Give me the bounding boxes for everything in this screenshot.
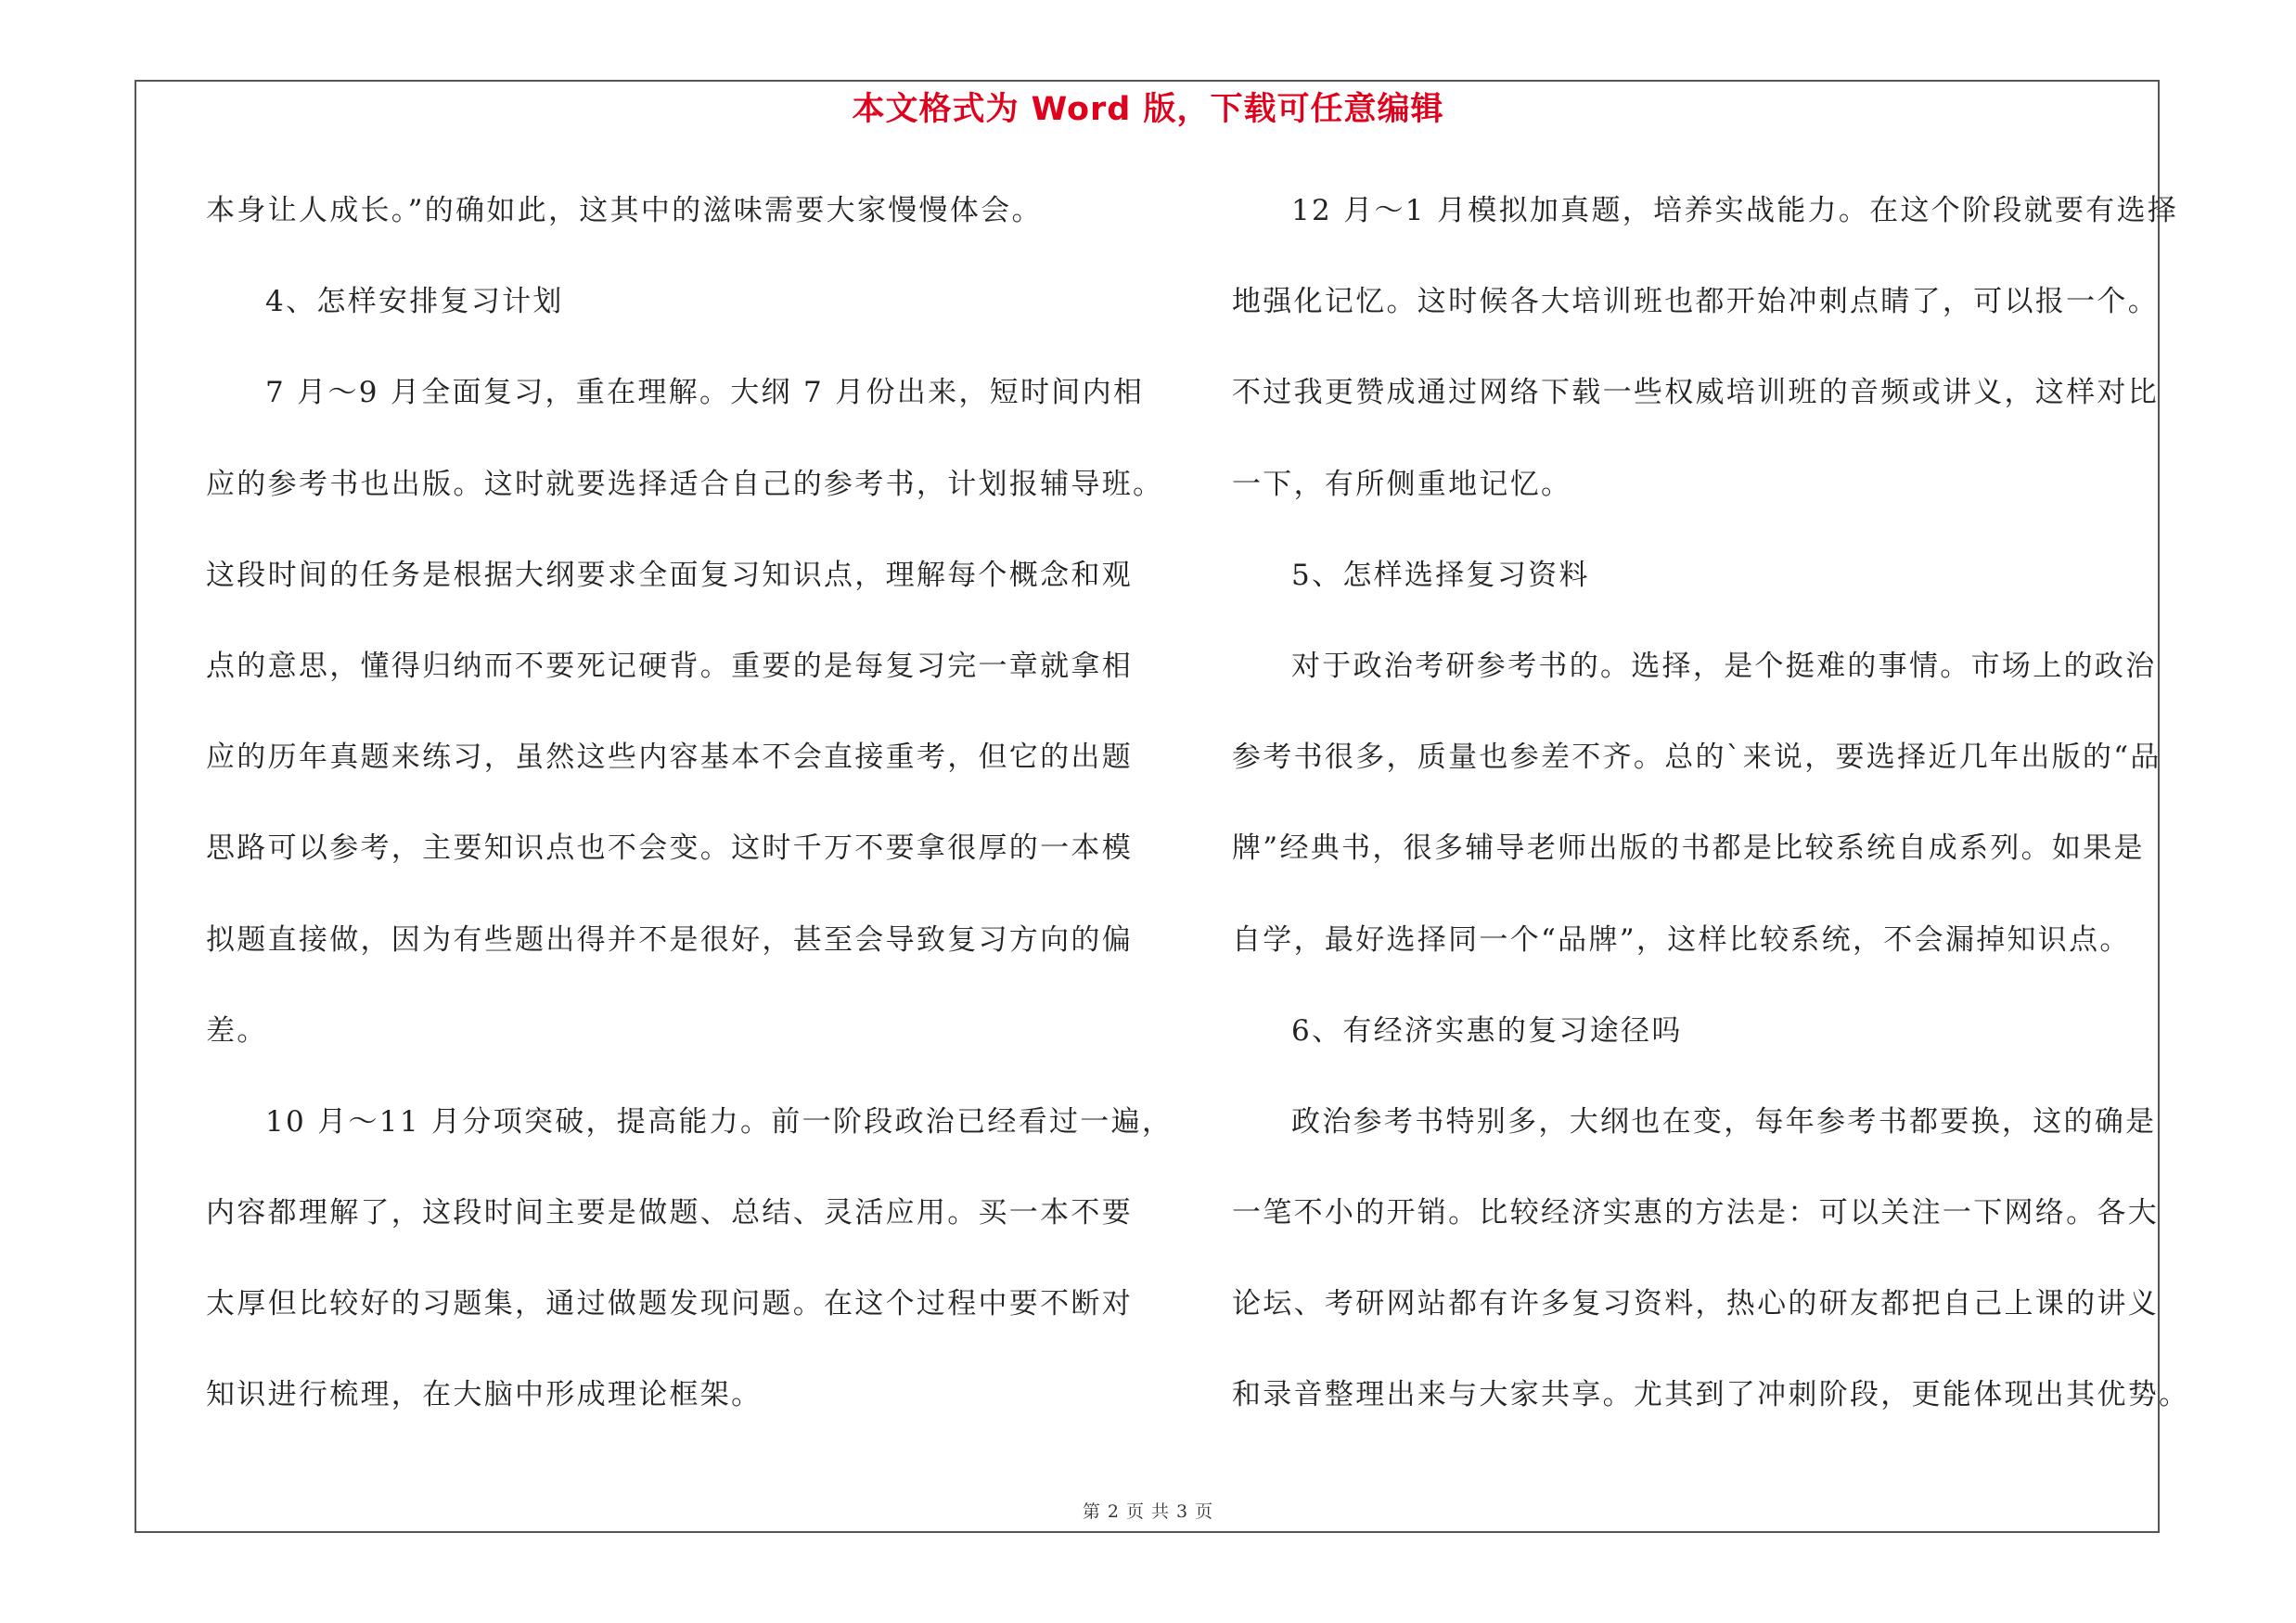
- text-line: 7 月～9 月全面复习，重在理解。大纲 7 月份出来，短时间内相: [265, 376, 1145, 410]
- text-line: 差。: [206, 1013, 268, 1048]
- left-text-column: [206, 176, 1174, 1452]
- text-line: 点的意思，懂得归纳而不要死记硬背。重要的是每复习完一章就拿相: [206, 649, 1133, 683]
- text-line: 参考书很多，质量也参差不齐。总的`来说，要选择近几年出版的“品: [1232, 741, 2161, 775]
- text-line: 对于政治考研参考书的。选择，是个挺难的事情。市场上的政治: [1291, 649, 2157, 683]
- text-line: 12 月～1 月模拟加真题，培养实战能力。在这个阶段就要有选择: [1291, 194, 2179, 227]
- text-line: 应的参考书也出版。这时就要选择适合自己的参考书，计划报辅导班。: [206, 467, 1164, 501]
- page-number-footer: 第 2 页 共 3 页: [1082, 1501, 1214, 1522]
- text-line: 应的历年真题来练习，虽然这些内容基本不会直接重考，但它的出题: [206, 741, 1133, 775]
- text-line: 自学，最好选择同一个“品牌”，这样比较系统，不会漏掉知识点。: [1232, 922, 2131, 957]
- text-line: 6、有经济实惠的复习途径吗: [1291, 1013, 1683, 1048]
- text-line: 5、怎样选择复习资料: [1291, 558, 1590, 592]
- text-line: 一下，有所侧重地记忆。: [1232, 467, 1572, 501]
- text-line: 不过我更赞成通过网络下载一些权威培训班的音频或讲义，这样对比: [1232, 376, 2159, 410]
- text-line: 地强化记忆。这时候各大培训班也都开始冲刺点睛了，可以报一个。: [1232, 285, 2159, 319]
- text-line: 本身让人成长。”的确如此，这其中的滋味需要大家慢慢体会。: [206, 194, 1043, 227]
- text-line: 10 月～11 月分项突破，提高能力。前一阶段政治已经看过一遍，: [265, 1104, 1174, 1139]
- text-line: 4、怎样安排复习计划: [265, 285, 564, 319]
- text-line: 思路可以参考，主要知识点也不会变。这时千万不要拿很厚的一本模: [206, 831, 1133, 866]
- text-line: 论坛、考研网站都有许多复习资料，热心的研友都把自己上课的讲义: [1232, 1287, 2159, 1321]
- text-line: 和录音整理出来与大家共享。尤其到了冲刺阶段，更能体现出其优势。: [1232, 1378, 2190, 1412]
- text-line: 牌”经典书，很多辅导老师出版的书都是比较系统自成系列。如果是: [1232, 831, 2145, 866]
- text-line: 知识进行梳理，在大脑中形成理论框架。: [206, 1378, 763, 1412]
- text-line: 太厚但比较好的习题集，通过做题发现问题。在这个过程中要不断对: [206, 1287, 1133, 1321]
- text-line: 拟题直接做，因为有些题出得并不是很好，甚至会导致复习方向的偏: [206, 922, 1133, 957]
- text-line: 一笔不小的开销。比较经济实惠的方法是：可以关注一下网络。各大: [1232, 1196, 2159, 1230]
- text-line: 这段时间的任务是根据大纲要求全面复习知识点，理解每个概念和观: [206, 558, 1133, 592]
- format-notice-banner: 本文格式为 Word 版，下载可任意编辑: [852, 91, 1444, 128]
- text-line: 内容都理解了，这段时间主要是做题、总结、灵活应用。买一本不要: [206, 1196, 1133, 1230]
- right-text-column: [1232, 176, 2190, 1452]
- text-line: 政治参考书特别多，大纲也在变，每年参考书都要换，这的确是: [1291, 1104, 2157, 1139]
